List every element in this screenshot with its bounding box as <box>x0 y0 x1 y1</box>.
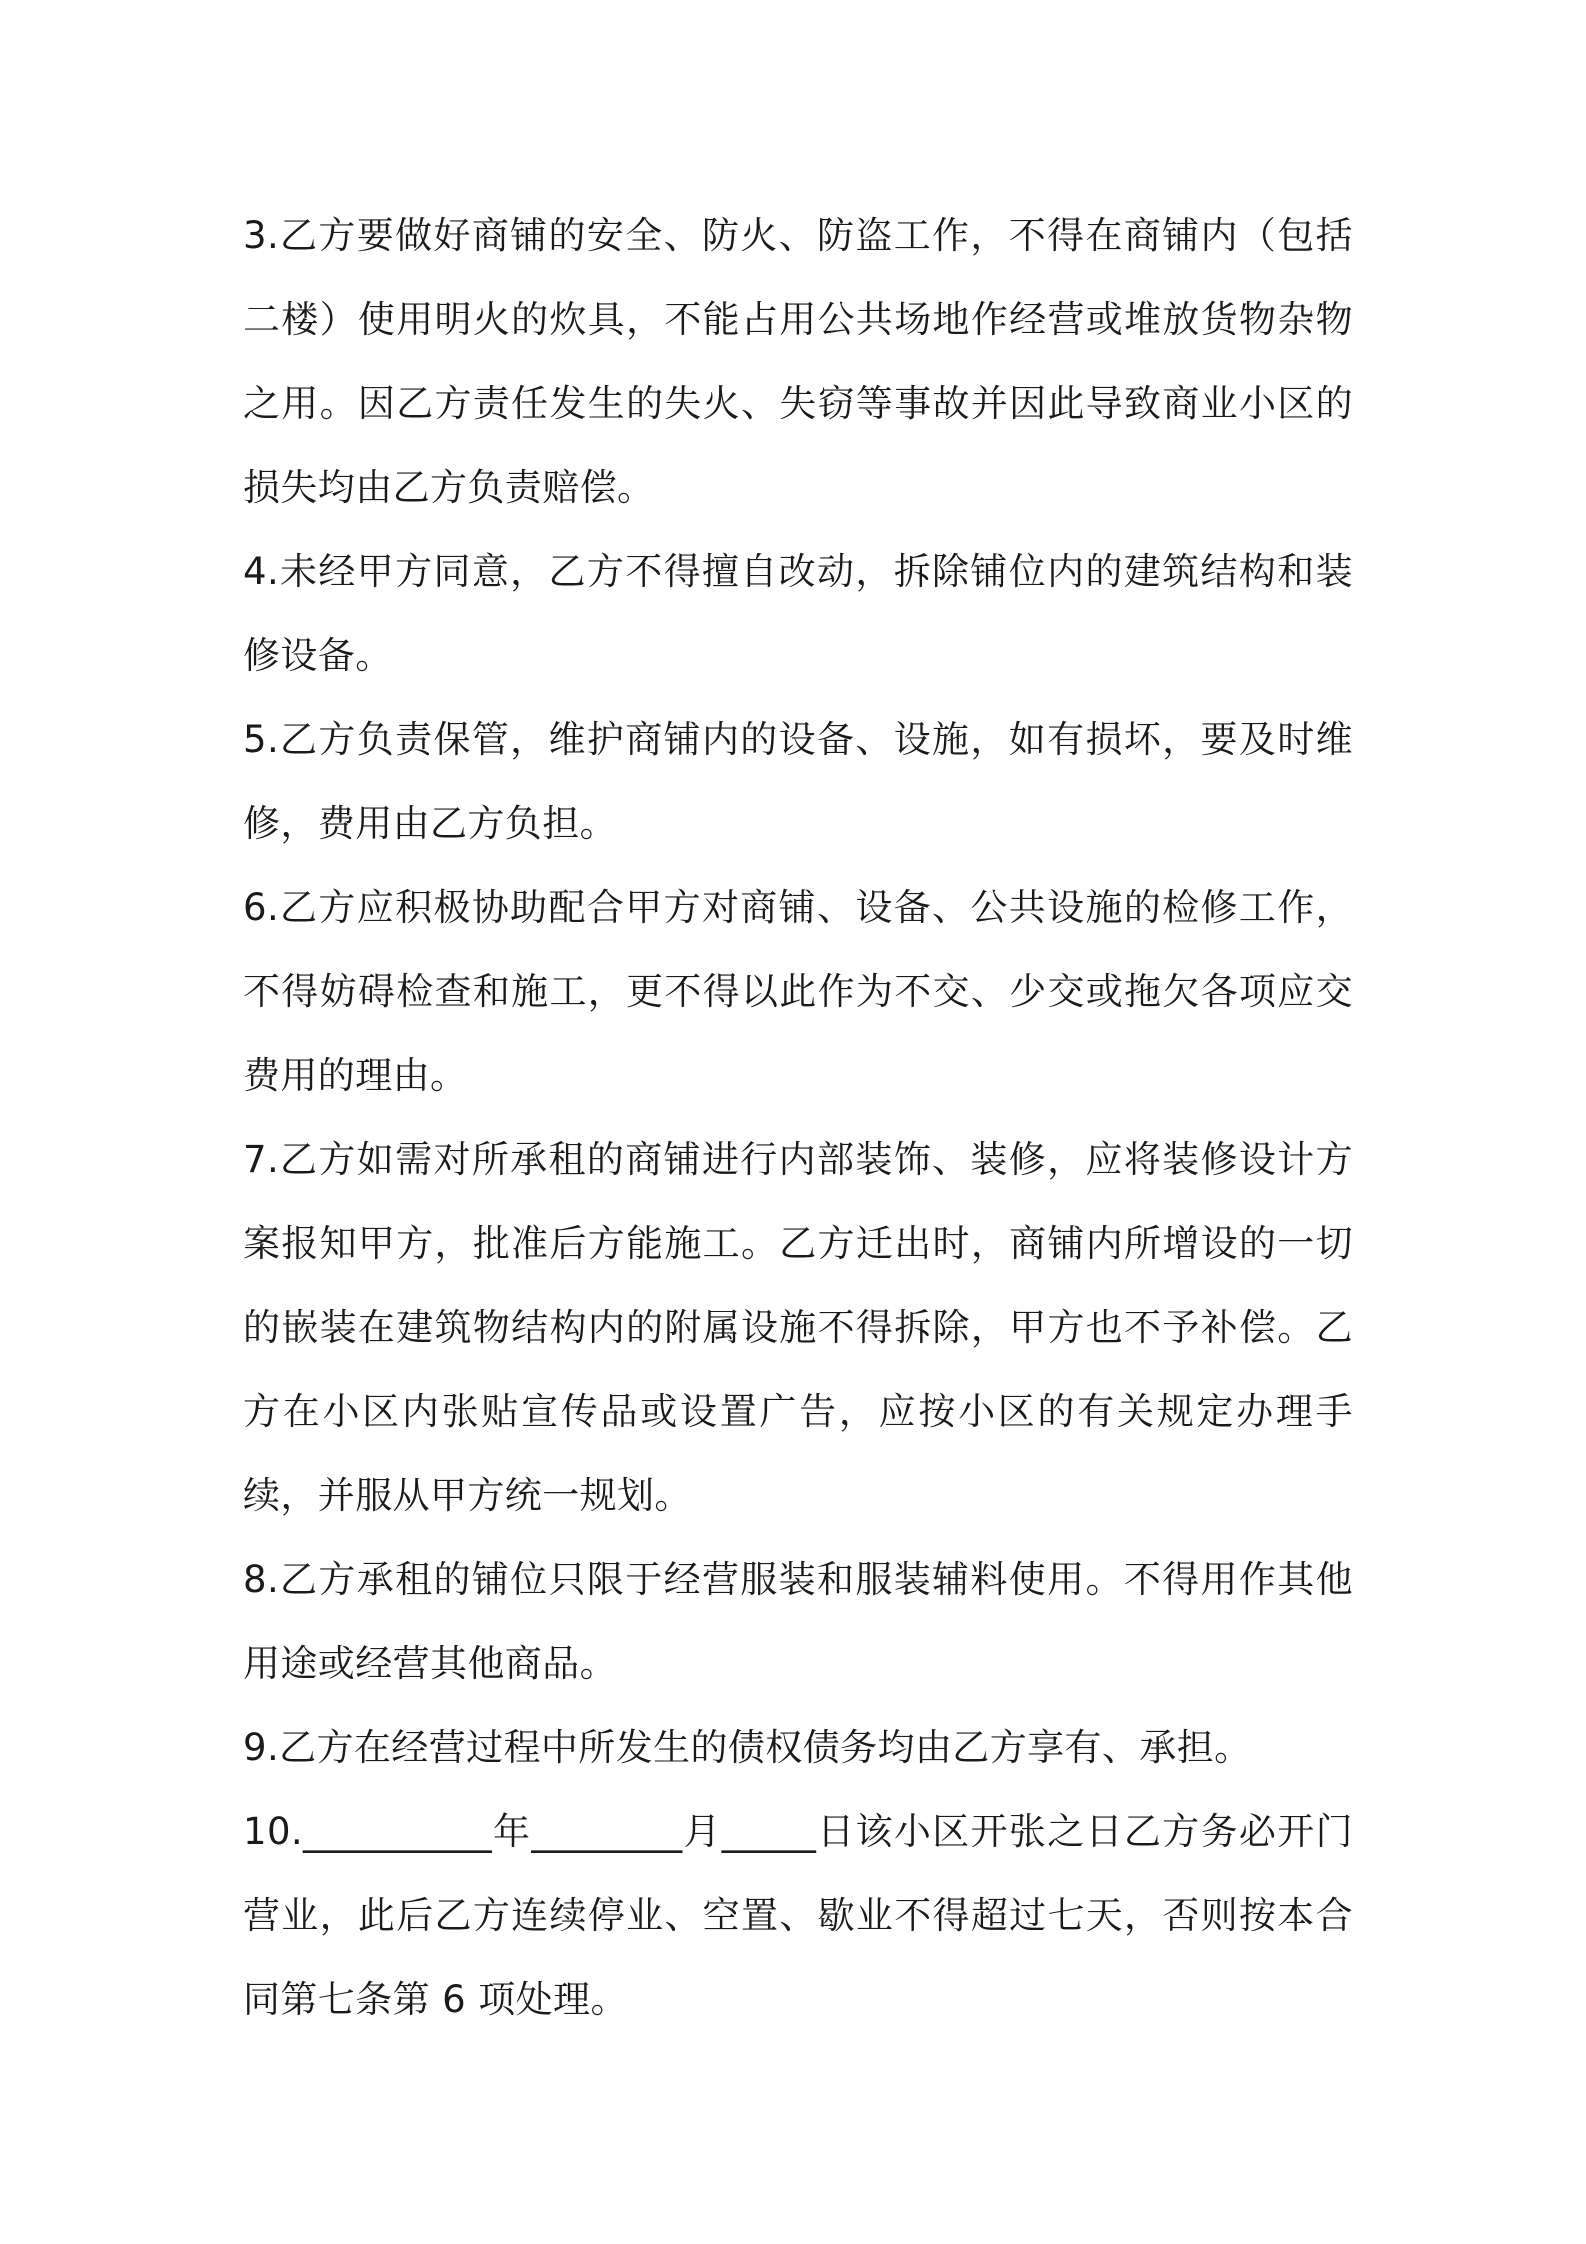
clause-7: 7.乙方如需对所承租的商铺进行内部装饰、装修，应将装修设计方案报知甲方，批准后方能施工。乙方迁出时，商铺内所增设的一切的嵌装在建筑物结构内的附属设施不得拆除，甲方也不予补偿。乙方在小区内张贴宣传品或设置广告，应按小区的有关规定办理手续，并服从甲方统一规划。 <box>243 1138 1353 1517</box>
clause-4: 4.未经甲方同意，乙方不得擅自改动，拆除铺位内的建筑结构和装修设备。 <box>243 550 1353 677</box>
clause-10: 10.__________年________月_____日该小区开张之日乙方务必开门营业，此后乙方连续停业、空置、歇业不得超过七天，否则按本合同第七条第 6 项处理。 <box>243 1810 1353 2021</box>
clause-3: 3.乙方要做好商铺的安全、防火、防盗工作，不得在商铺内（包括二楼）使用明火的炊具，不能占用公共场地作经营或堆放货物杂物之用。因乙方责任发生的失火、失窃等事故并因此导致商业小区的损失均由乙方负责赔偿。 <box>243 214 1353 509</box>
clause-8: 8.乙方承租的铺位只限于经营服装和服装辅料使用。不得用作其他用途或经营其他商品。 <box>243 1558 1353 1685</box>
clause-5: 5.乙方负责保管，维护商铺内的设备、设施，如有损坏，要及时维修，费用由乙方负担。 <box>243 718 1353 845</box>
clause-9: 9.乙方在经营过程中所发生的债权债务均由乙方享有、承担。 <box>243 1726 1252 1769</box>
clause-6: 6.乙方应积极协助配合甲方对商铺、设备、公共设施的检修工作，不得妨碍检查和施工，更不得以此作为不交、少交或拖欠各项应交费用的理由。 <box>243 886 1353 1097</box>
contract-clauses <box>243 194 1353 2042</box>
